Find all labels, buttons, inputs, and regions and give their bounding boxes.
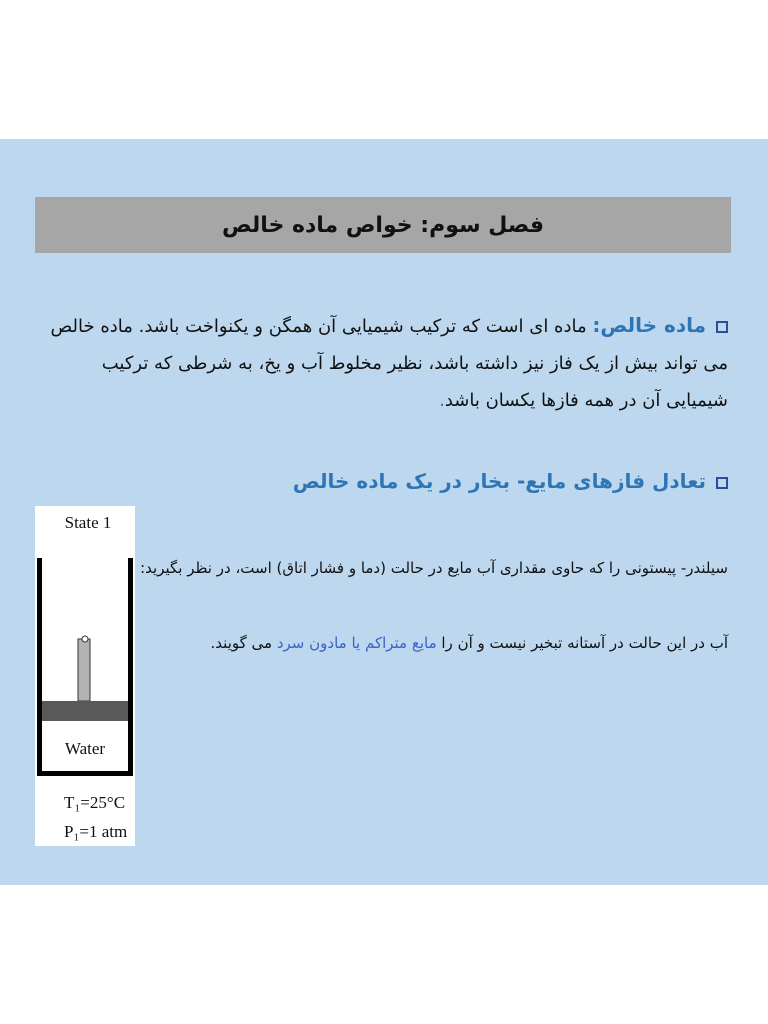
cylinder-right-wall (128, 558, 133, 776)
compressed-liquid-text-start: آب در این حالت در آستانه تبخیر نیست و آن را (436, 634, 728, 652)
compressed-liquid-term: مایع متراکم یا مادون سرد (276, 634, 437, 652)
temperature-label: T₁=25°C (64, 793, 126, 812)
pure-substance-term: ماده خالص: (592, 313, 706, 337)
slide (0, 139, 768, 885)
definition-period: . (439, 390, 445, 411)
checkbox-bullet-icon (716, 477, 728, 489)
piston-pin (82, 636, 88, 642)
compressed-liquid-description (211, 634, 728, 652)
phase-equilibrium-heading-text: تعادل فازهای مایع- بخار در یک ماده خالص (292, 469, 706, 493)
phase-equilibrium-heading (293, 469, 728, 493)
pure-substance-text: ماده ای است که ترکیب شیمیایی آن همگن و یکنواخت باشد. ماده خالص می تواند بیش از یک فاز نیز داشته باشد، نظیر مخلوط آب و یخ، به شرطی که ترکیب شیمیایی آن در همه فازها یکسان باشد (50, 316, 728, 411)
checkbox-bullet-icon (716, 321, 728, 333)
cylinder-left-wall (37, 558, 42, 776)
cylinder-bottom (37, 771, 133, 776)
title-bar (35, 197, 731, 253)
cylinder-description: سیلندر- پیستونی را که حاوی مقداری آب مایع در حالت (دما و فشار اتاق) است، در نظر بگیرید: (140, 559, 728, 577)
slide-title: فصل سوم: خواص ماده خالص (221, 212, 545, 238)
pressure-label: P₁=1 atm (64, 822, 128, 841)
piston-cylinder-diagram (35, 506, 135, 846)
compressed-liquid-text-end: می گویند. (210, 634, 277, 652)
pure-substance-definition (38, 307, 728, 419)
state-label: State 1 (64, 513, 112, 532)
piston-rod (78, 639, 90, 701)
water-label: Water (64, 739, 106, 758)
piston (42, 701, 128, 721)
piston-cylinder-figure (35, 506, 135, 846)
